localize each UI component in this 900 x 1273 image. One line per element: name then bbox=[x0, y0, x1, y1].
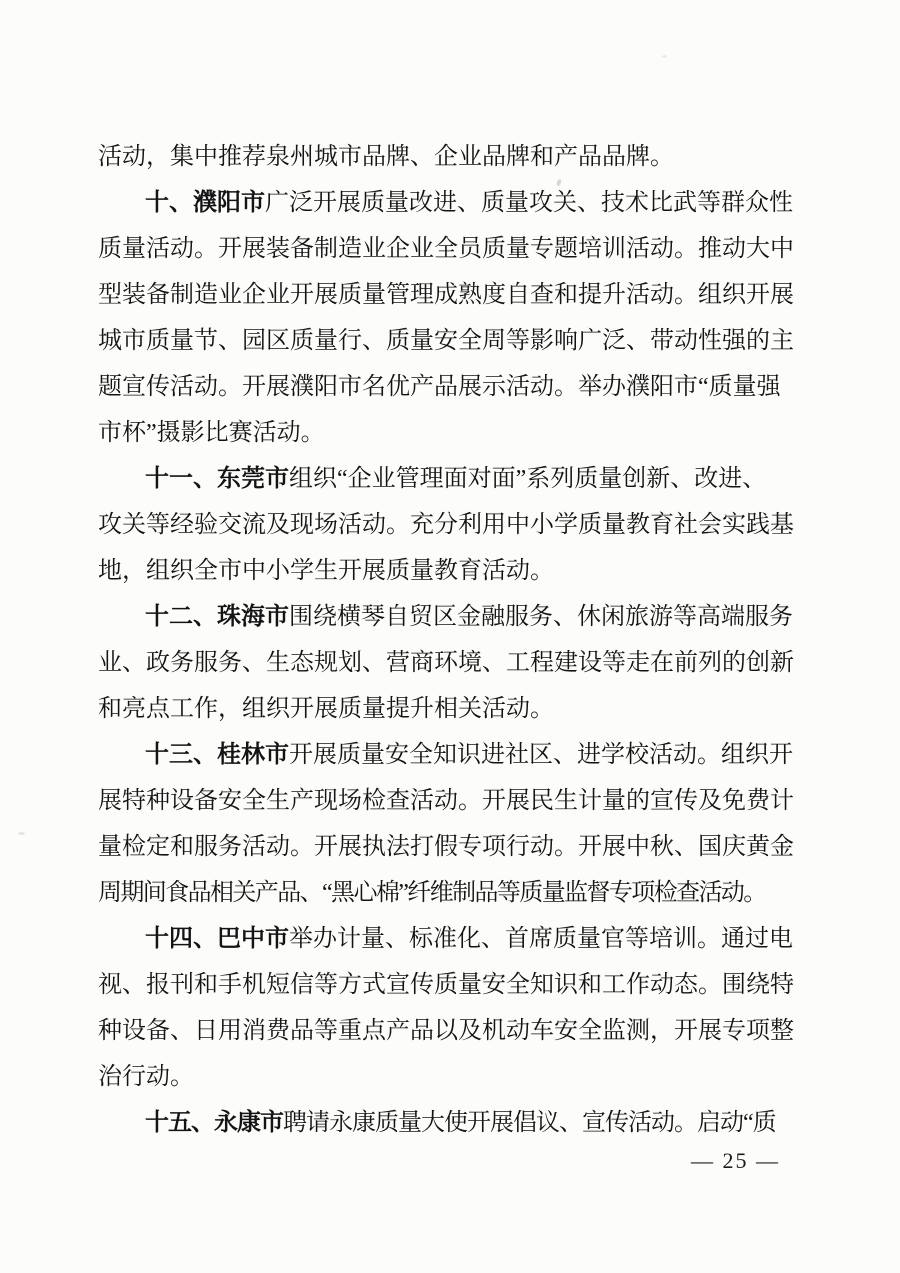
line-text: 周期间食品相关产品、“黑心棉”纤维制品等质量监督专项检查活动。 bbox=[98, 880, 766, 906]
paragraph-lead: 十、濮阳市 bbox=[145, 189, 265, 216]
text-line bbox=[98, 824, 798, 870]
line-text: 举办计量、标准化、首席质量官等培训。通过电 bbox=[289, 926, 793, 952]
line-text: 聘请永康质量大使开展倡议、宣传活动。启动“质 bbox=[283, 1110, 776, 1136]
line-text: 视、报刊和手机短信等方式宣传质量安全知识和工作动态。围绕特 bbox=[98, 972, 794, 998]
text-line bbox=[98, 1054, 798, 1100]
text-line bbox=[98, 732, 798, 778]
text-line bbox=[98, 870, 798, 916]
line-text: 攻关等经验交流及现场活动。充分利用中小学质量教育社会实践基 bbox=[98, 512, 794, 538]
text-line bbox=[98, 502, 798, 548]
paragraph-lead: 十四、巴中市 bbox=[145, 925, 289, 952]
line-text: 业、政务服务、生态规划、营商环境、工程建设等走在前列的创新 bbox=[98, 650, 794, 676]
line-text: 开展质量安全知识进社区、进学校活动。组织开 bbox=[289, 742, 793, 768]
line-text: 题宣传活动。开展濮阳市名优产品展示活动。举办濮阳市“质量强 bbox=[98, 374, 781, 400]
scan-speck bbox=[18, 832, 25, 835]
document-body bbox=[98, 134, 798, 1146]
paragraph-lead: 十五、永康市 bbox=[145, 1109, 283, 1136]
line-text: 质量活动。开展装备制造业企业全员质量专题培训活动。推动大中 bbox=[98, 236, 794, 262]
text-line bbox=[98, 548, 798, 594]
paragraph-lead: 十三、桂林市 bbox=[145, 741, 289, 768]
line-text: 城市质量节、园区质量行、质量安全周等影响广泛、带动性强的主 bbox=[98, 328, 794, 354]
line-text: 和亮点工作，组织开展质量提升相关活动。 bbox=[98, 696, 554, 722]
line-text: 种设备、日用消费品等重点产品以及机动车安全监测，开展专项整 bbox=[98, 1018, 794, 1044]
line-text: 活动，集中推荐泉州城市品牌、企业品牌和产品品牌。 bbox=[98, 144, 674, 170]
text-line bbox=[98, 226, 798, 272]
text-line bbox=[98, 1100, 798, 1146]
text-line bbox=[98, 272, 798, 318]
text-line bbox=[98, 916, 798, 962]
text-line bbox=[98, 962, 798, 1008]
line-text: 治行动。 bbox=[98, 1064, 194, 1090]
line-text: 组织“企业管理面对面”系列质量创新、改进、 bbox=[289, 466, 767, 492]
text-line bbox=[98, 318, 798, 364]
paragraph-lead: 十一、东莞市 bbox=[145, 465, 289, 492]
text-line bbox=[98, 456, 798, 502]
text-line bbox=[98, 778, 798, 824]
text-line bbox=[98, 364, 798, 410]
text-line bbox=[98, 180, 798, 226]
line-text: 广泛开展质量改进、质量攻关、技术比武等群众性 bbox=[265, 190, 793, 216]
line-text: 市杯”摄影比赛活动。 bbox=[98, 420, 325, 446]
line-text: 围绕横琴自贸区金融服务、休闲旅游等高端服务 bbox=[289, 604, 793, 630]
page-number: — 25 — bbox=[691, 1148, 780, 1173]
paragraph-lead: 十二、珠海市 bbox=[145, 603, 289, 630]
text-line bbox=[98, 594, 798, 640]
line-text: 型装备制造业企业开展质量管理成熟度自查和提升活动。组织开展 bbox=[98, 282, 794, 308]
line-text: 量检定和服务活动。开展执法打假专项行动。开展中秋、国庆黄金 bbox=[98, 834, 794, 860]
line-text: 展特种设备安全生产现场检查活动。开展民生计量的宣传及免费计 bbox=[98, 788, 794, 814]
scan-speck bbox=[662, 55, 667, 58]
text-line bbox=[98, 134, 798, 180]
text-line bbox=[98, 640, 798, 686]
text-line bbox=[98, 410, 798, 456]
text-line bbox=[98, 686, 798, 732]
line-text: 地，组织全市中小学生开展质量教育活动。 bbox=[98, 558, 554, 584]
text-line bbox=[98, 1008, 798, 1054]
